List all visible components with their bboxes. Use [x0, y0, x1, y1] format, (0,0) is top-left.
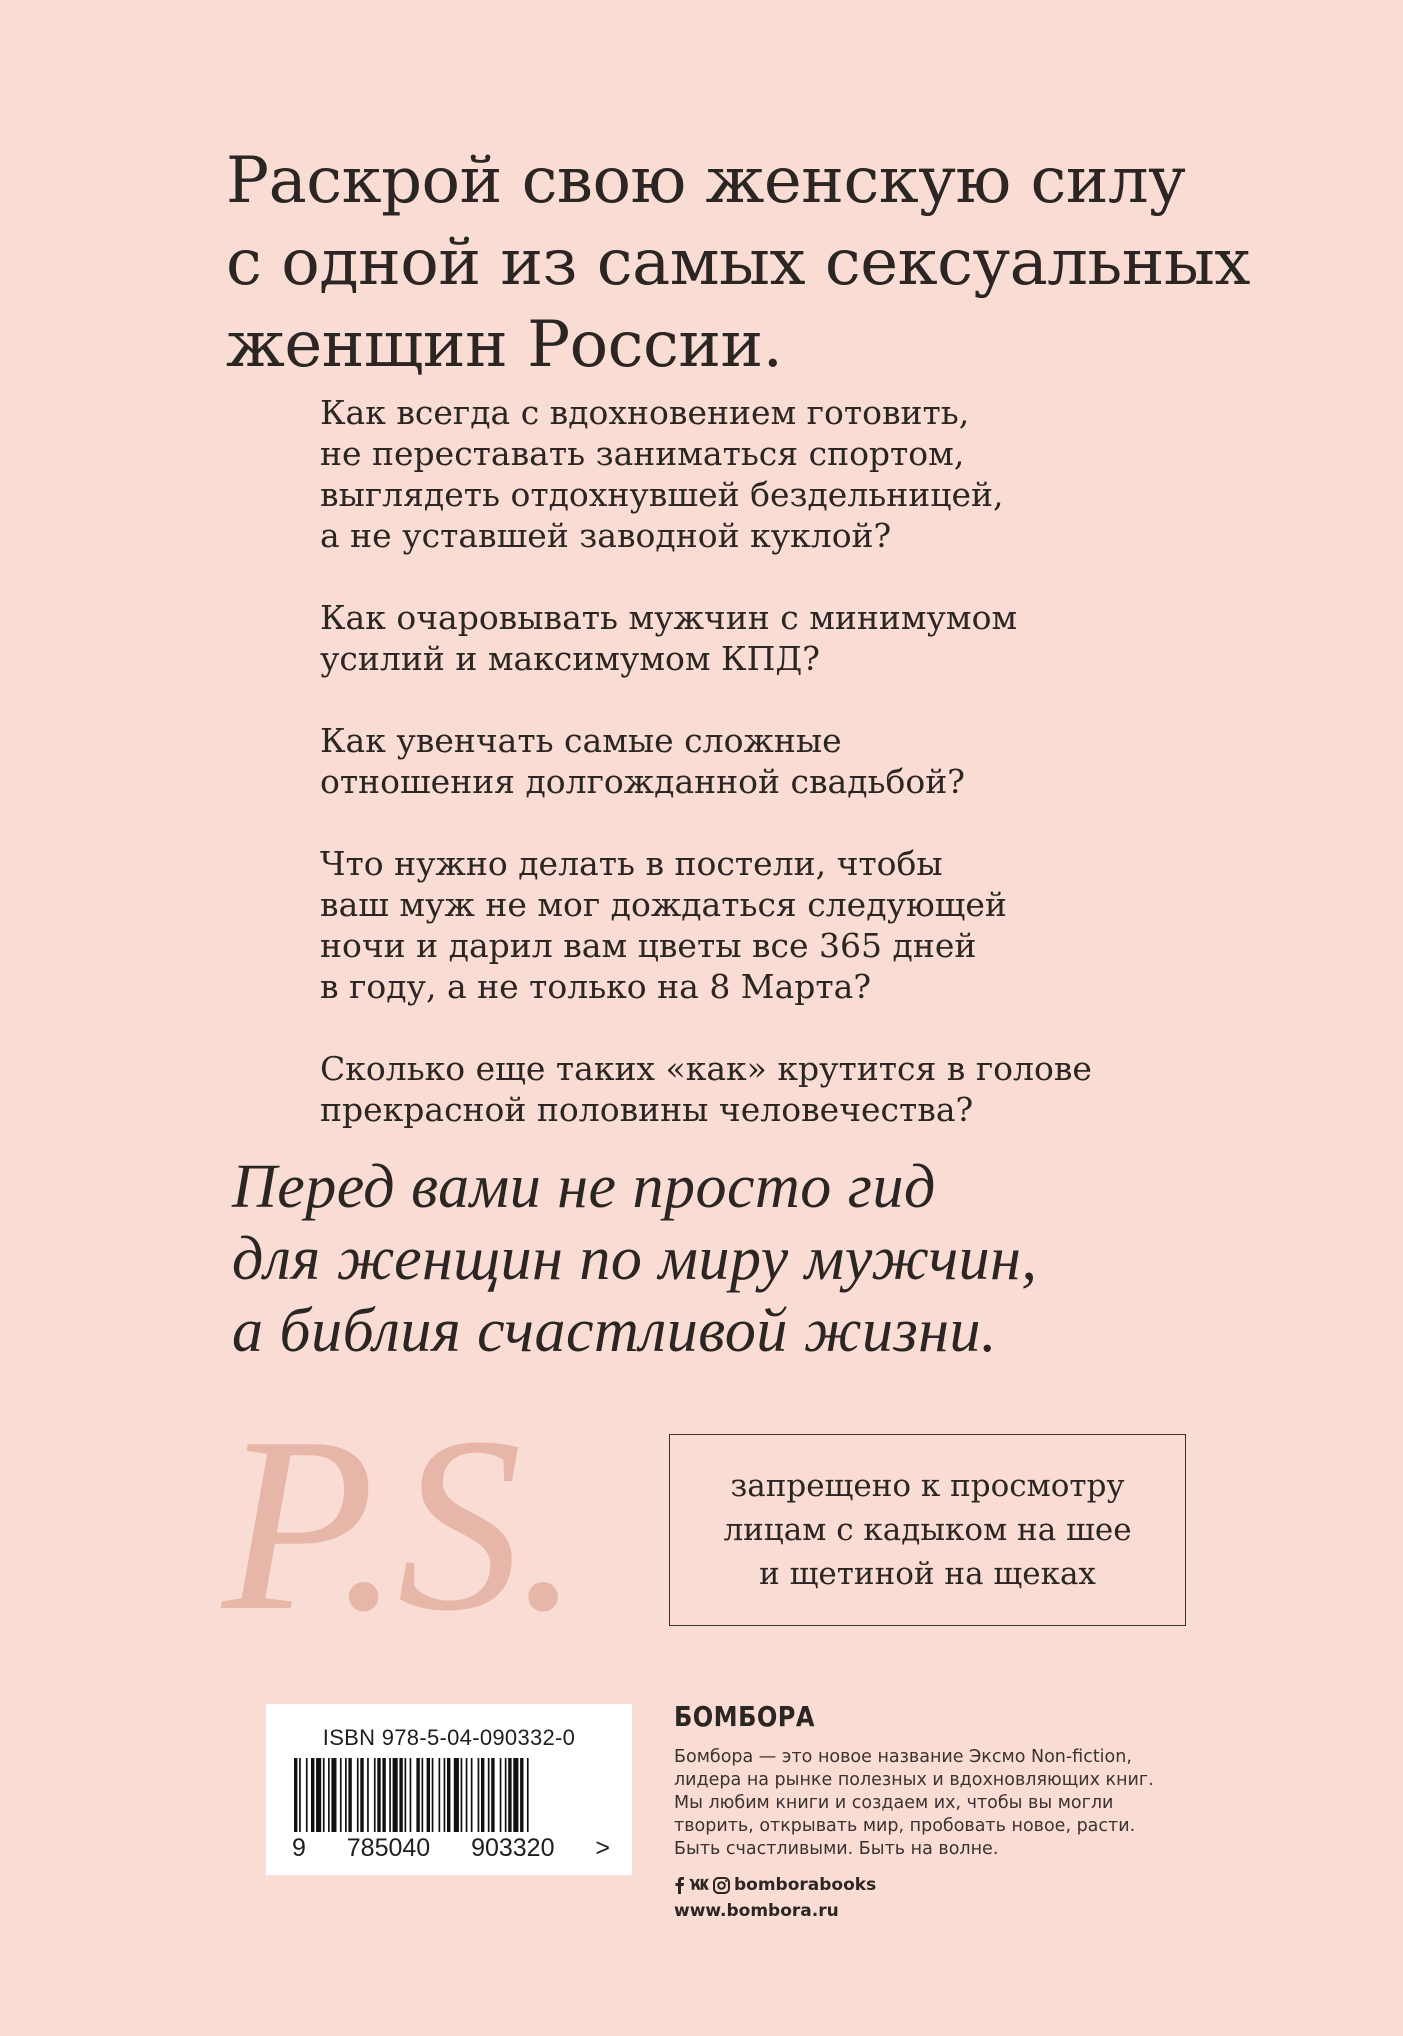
barcode-digit-group: 785040 — [346, 1834, 431, 1862]
tagline-line: для женщин по миру мужчин, — [232, 1225, 1038, 1293]
barcode-digit-group: > — [595, 1834, 610, 1862]
tagline — [232, 1151, 1232, 1367]
warning-line: и щетиной на щеках — [759, 1556, 1096, 1592]
question-line: в году, а не только на 8 Марта? — [320, 967, 872, 1006]
question-paragraph — [320, 1048, 1220, 1130]
barcode-digit-group: 9 — [292, 1834, 306, 1862]
headline-line: с одной из самых сексуальных — [226, 226, 1250, 300]
description-line: Быть счастливыми. Быть на волне. — [674, 1839, 999, 1859]
question-paragraph — [320, 597, 1220, 679]
warning-box — [669, 1434, 1186, 1626]
question-line: Как всегда с вдохновением готовить, — [320, 393, 970, 432]
questions-block — [320, 392, 1220, 1171]
question-line: усилий и максимумом КПД? — [320, 639, 820, 678]
facebook-icon[interactable] — [674, 1876, 685, 1894]
question-paragraph — [320, 720, 1220, 802]
question-line: Что нужно делать в постели, чтобы — [320, 844, 943, 883]
barcode-digits — [292, 1834, 610, 1863]
question-line: Сколько еще таких «как» крутится в голове — [320, 1049, 1092, 1088]
description-line: лидера на рынке полезных и вдохновляющих книг. — [674, 1770, 1154, 1790]
barcode — [292, 1758, 610, 1832]
publisher-description — [674, 1746, 1234, 1861]
question-line: отношения долгожданной свадьбой? — [320, 762, 965, 801]
question-line: прекрасной половины человечества? — [320, 1090, 974, 1129]
question-line: а не уставшей заводной куклой? — [320, 516, 892, 555]
social-row — [674, 1875, 1234, 1895]
question-line: ночи и дарил вам цветы все 365 дней — [320, 926, 977, 965]
question-line: Как очаровывать мужчин с минимумом — [320, 598, 1018, 637]
question-paragraph — [320, 843, 1220, 1007]
social-handle[interactable]: bomborabooks — [734, 1875, 877, 1895]
instagram-icon[interactable] — [713, 1877, 730, 1894]
headline-line: Раскрой свою женскую силу — [226, 144, 1186, 218]
barcode-card — [266, 1704, 632, 1875]
question-line: ваш муж не мог дождаться следующей — [320, 885, 1007, 924]
warning-line: запрещено к просмотру — [730, 1468, 1125, 1504]
headline-line: женщин России. — [226, 308, 783, 382]
warning-line: лицам с кадыком на шее — [723, 1512, 1132, 1548]
publisher-info — [674, 1700, 1234, 1921]
description-line: Бомбора — это новое название Эксмо Non-fiction, — [674, 1747, 1132, 1767]
question-line: Как увенчать самые сложные — [320, 721, 842, 760]
question-line: не переставать заниматься спортом, — [320, 434, 965, 473]
publisher-brand: БОМБОРА — [674, 1700, 815, 1733]
website-link[interactable]: www.bombora.ru — [674, 1901, 839, 1921]
headline — [226, 140, 1276, 386]
description-line: Мы любим книги и создаем их, чтобы вы могли — [674, 1793, 1114, 1813]
ps-mark: P.S. — [222, 1386, 577, 1663]
tagline-line: а библия счастливой жизни. — [232, 1297, 997, 1365]
vk-icon[interactable] — [689, 1878, 709, 1892]
isbn-text: ISBN 978-5-04-090332-0 — [322, 1725, 576, 1750]
question-line: выглядеть отдохнувшей бездельницей, — [320, 475, 1004, 514]
question-paragraph — [320, 392, 1220, 556]
description-line: творить, открывать мир, пробовать новое, расти. — [674, 1816, 1136, 1836]
barcode-digit-group: 903320 — [471, 1834, 555, 1862]
tagline-line: Перед вами не просто гид — [232, 1153, 936, 1221]
